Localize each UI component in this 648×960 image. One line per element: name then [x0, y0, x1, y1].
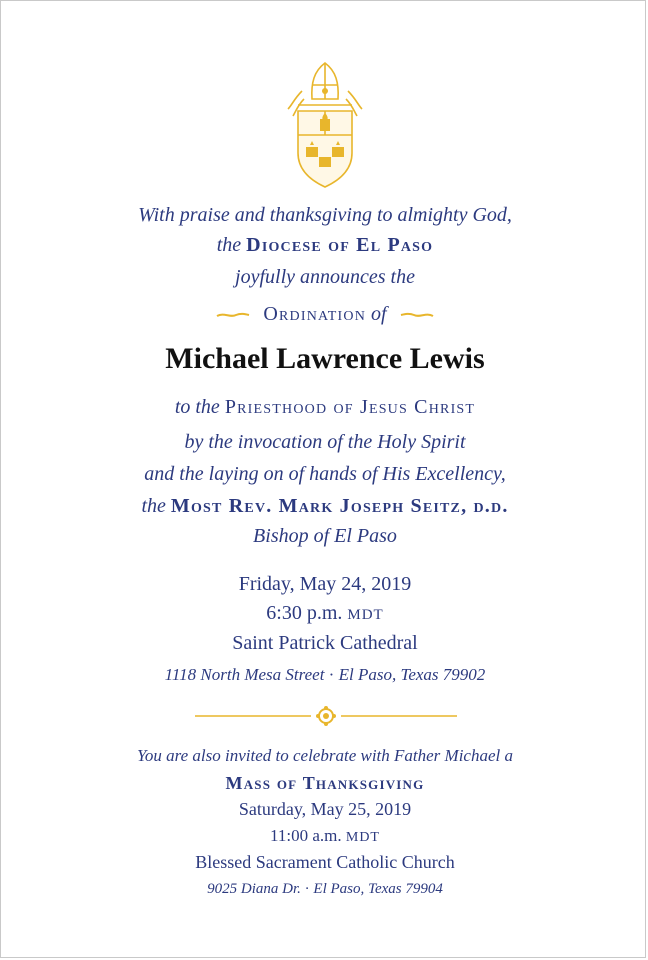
bishop-name: Most Rev. Mark Joseph Seitz, d.d. — [170, 495, 509, 517]
candidate-name: Michael Lawrence Lewis — [165, 342, 485, 375]
thanksgiving-street: 9025 Diana Dr. — [207, 881, 301, 897]
event1-time: 6:30 p.m. — [266, 602, 343, 624]
flower-ornament-icon — [316, 706, 336, 726]
priesthood-title: Priesthood of Jesus Christ — [224, 396, 476, 418]
diocese-crest-icon — [284, 61, 366, 189]
thanksgiving-address — [1, 881, 648, 898]
bishop-prefix: the — [141, 495, 166, 517]
ordination-title: Ordination — [263, 303, 367, 325]
event1-street: 1118 North Mesa Street — [164, 665, 325, 684]
invocation-line-1: by the invocation of the Holy Spirit — [184, 431, 466, 453]
thanksgiving-tz: MDT — [345, 830, 380, 845]
event1-date: Friday, May 24, 2019 — [238, 573, 412, 595]
event1-address — [1, 665, 648, 685]
thanksgiving-address-separator: · — [304, 881, 310, 897]
event1-venue: Saint Patrick Cathedral — [232, 632, 418, 654]
event1-tz: MDT — [347, 607, 384, 623]
diocese-name: Diocese of El Paso — [246, 234, 434, 256]
priesthood-prefix: to the — [174, 396, 220, 418]
event1-time-line — [1, 602, 648, 625]
ordination-heading — [1, 303, 648, 326]
intro-line-1: With praise and thanksgiving to almighty God, — [138, 204, 512, 226]
right-swash-icon — [400, 310, 434, 320]
thanksgiving-venue: Blessed Sacrament Catholic Church — [195, 852, 455, 872]
priesthood-line — [1, 396, 648, 419]
intro-line-2-prefix: the — [216, 234, 242, 256]
thanksgiving-date: Saturday, May 25, 2019 — [238, 799, 412, 819]
intro-line-3: joyfully announces the — [235, 266, 415, 288]
event1-address-separator: · — [328, 665, 335, 684]
bishop-title: Bishop of El Paso — [253, 525, 397, 547]
ordination-of: of — [371, 303, 387, 325]
thanksgiving-invite: You are also invited to celebrate with Father Michael a — [137, 746, 513, 765]
bishop-line — [1, 495, 648, 518]
left-swash-icon — [216, 310, 250, 320]
thanksgiving-title: Mass of Thanksgiving — [225, 773, 425, 793]
event1-city: El Paso, Texas 79902 — [338, 665, 486, 684]
intro-line-2 — [1, 234, 648, 257]
gold-divider — [195, 705, 457, 727]
invocation-line-2: and the laying on of hands of His Excellency, — [144, 463, 506, 485]
thanksgiving-city: El Paso, Texas 79904 — [313, 881, 443, 897]
thanksgiving-time-line — [1, 826, 648, 846]
thanksgiving-time: 11:00 a.m. — [270, 826, 342, 845]
